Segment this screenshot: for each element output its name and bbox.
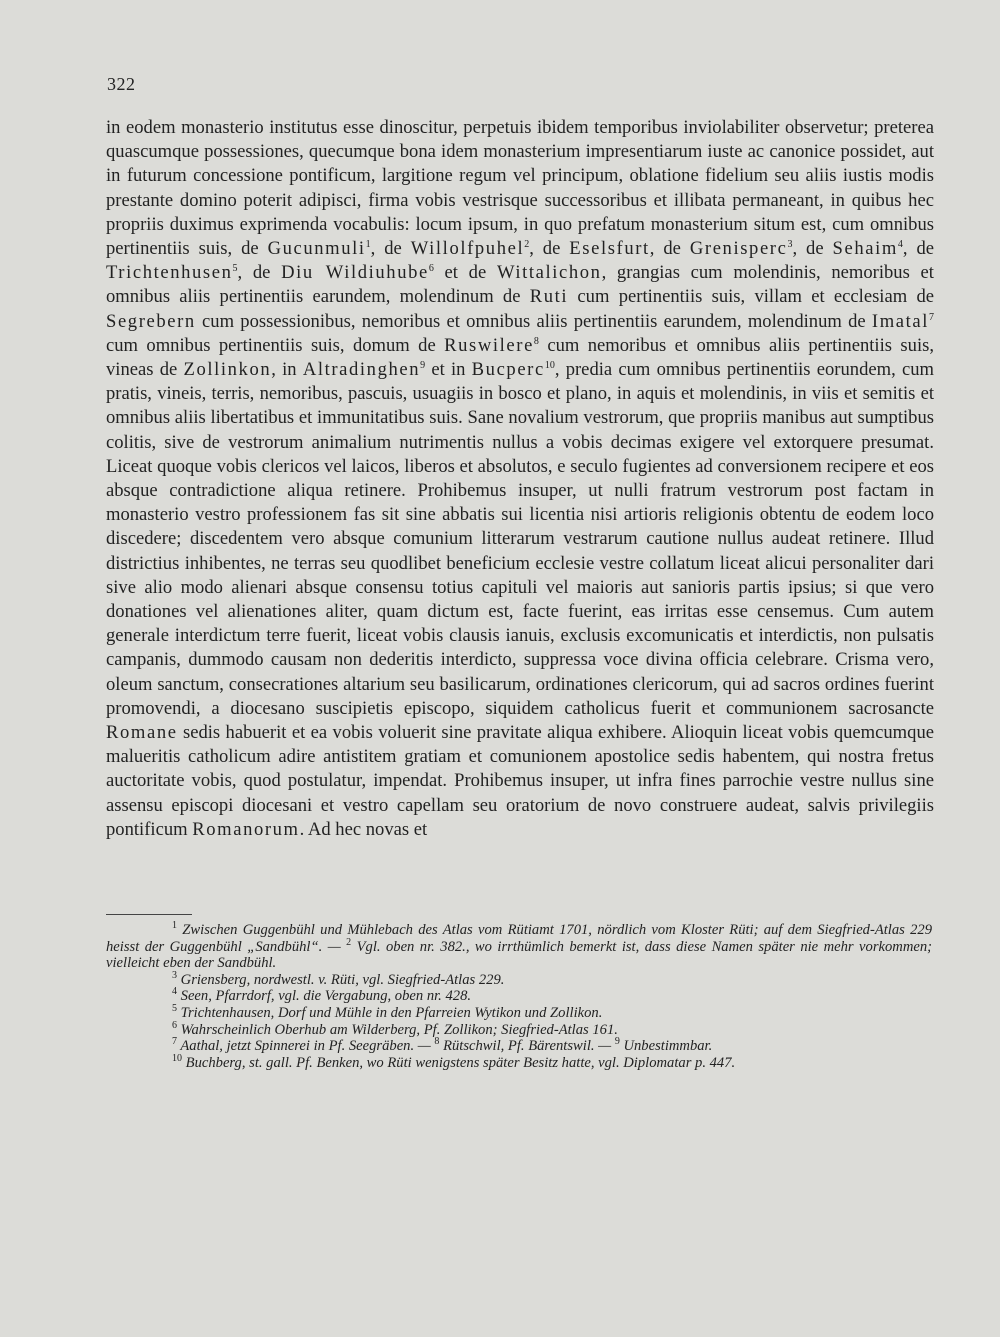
place-name: Diu Wildiuhube [281,262,429,284]
footnote-text: Aathal, jetzt Spinnerei in Pf. Seegräben. — [180,1038,435,1055]
text-segment: sedis habuerit et ea vobis voluerit sine pravitate aliqua exhibere. Alioquin liceat vobis quemcumque malueritis catholicum adire antistitem gratiam et comunionem apostolice sedis habentem, qui nostra fretus auctoritate vobis, quod postulatur, impendat. Prohibemus insuper, ut infra fines parrochie vestre nullus sine assensu episcopi diocesani et vestro capellam seu oratorium de novo construere audeat, salvis privilegiis pontificum [106,722,934,840]
footnote-text: Wahrscheinlich Oberhub am Wilderberg, Pf. Zollikon; Siegfried-Atlas 161. [180,1021,618,1038]
place-name: Bucperc [471,359,545,381]
place-name: Gucunmuli [267,238,366,260]
footnote-text: Unbestimmbar. [623,1038,713,1055]
footnote [106,1005,932,1022]
place-name: Eselsfurt [569,238,650,260]
footnote-number: 6 [172,1019,177,1031]
place-name: Ruti [529,286,569,308]
footnote-number: 4 [172,986,177,998]
footnote [106,922,932,972]
footnote-marker: 6 [428,263,434,275]
footnote-number: 9 [614,1036,620,1048]
footnote [106,988,932,1005]
footnote-marker: 9 [420,359,426,371]
footnote-text: Vgl. oben nr. 382., wo irrthümlich bemerkt ist, dass diese Namen später nie mehr vorkommen; vielleicht eben der Sandbühl. [106,938,932,972]
footnote [106,1038,932,1055]
text-segment: in eodem monasterio institutus esse dinoscitur, perpetuis ibidem temporibus inviolabiliter observetur; preterea quascumque possessiones, quecumque bona idem monasterium impresentiarum iuste ac canonice possidet, aut in futurum concessione pontificum, largitione regum vel principum, oblatione fidelium seu aliis iustis modis prestante domino poterit adipisci, firma vobis vestrisque successoribus et illibata permaneant, in quibus hec propriis duximus exprimenda vocabulis: locum ipsum, in quo prefatum monasterium situm est, cum omnibus pertinentiis suis, de [106,117,934,260]
footnote-text: Seen, Pfarrdorf, vgl. die Vergabung, oben nr. 428. [180,988,472,1005]
place-name: Imatal [871,310,929,332]
charter-paragraph [106,116,934,842]
text-segment: , de [370,238,411,260]
place-name: Willolfpuhel [410,238,525,260]
footnote-text: Griensberg, nordwestl. v. Rüti, vgl. Siegfried-Atlas 229. [180,971,505,988]
charter-text [106,116,934,842]
footnote-marker: 2 [524,238,530,250]
place-name: Zollinkon [183,359,272,381]
text-segment: , in [271,359,303,381]
footnote-number: 3 [172,969,177,981]
footnote-number: 10 [172,1052,182,1064]
footnote-marker: 5 [232,263,238,275]
footnote-text: Buchberg, st. gall. Pf. Benken, wo Rüti wenigstens später Besitz hatte, vgl. Diplomatar p. 447. [185,1054,736,1071]
footnote-text: Zwischen Guggenbühl und Mühlebach des Atlas vom Rütiamt 1701, nördlich vom Kloster Rüti; auf dem Siegfried-Atlas 229 heisst der Guggenbühl „Sandbühl“. — [106,922,933,955]
place-name: Trichtenhusen [106,262,233,284]
footnote-text: Rütschwil, Pf. Bärentswil. — [443,1038,615,1055]
footnote [106,1019,932,1039]
place-name: Wittalichon [496,262,602,284]
text-segment: , de [649,238,690,260]
emphasized-word: Romanorum [192,818,300,840]
place-name: Ruswilere [444,334,534,356]
text-segment: et in [425,359,472,381]
footnote-marker: 4 [897,238,903,250]
text-segment: , de [529,238,570,260]
text-segment: , predia cum omnibus pertinentiis eorundem, cum pratis, vineis, terris, nemoribus, pascuis, usuagiis in bosco et plano, in aquis et molendinis, in viis et semitis et omnibus aliis libertatibus et immunitatibus suis. Sane novalium vestrorum, que propriis manibus aut sumptibus colitis, sive de vestrorum animalium nutrimentis nullus a vobis decimas exigere vel extorquere presumat. Liceat quoque vobis clericos vel laicos, liberos et absolutos, e seculo fugientes ad conversionem recipere et eos absque contradictione aliqua retinere. Prohibemus insuper, ut nulli fratrum vestrorum post factam in monasterio vestro professionem fas sit sine abbatis sui licentia nisi artioris religionis obtentu de eodem loco discedere; discedentem vero absque comunium litterarum vestrarum cautione nullus audeat retinere. Illud districtius inhibentes, ne terras seu quodlibet beneficium ecclesie vestre collatum liceat alicui personaliter dari sive alio modo alienari absque consensu totius capituli vel maioris aut sanioris partis ipsius; si que vero donationes vel alienationes aliter, quam dictum est, facte fuerint, eas irritas esse censemus. Cum autem generale interdictum terre fuerit, liceat vobis clausis ianuis, exclusis excomunicatis et interdictis, non pulsatis campanis, dummodo causam non dederitis interdicto, suppressa voce divina officia celebrare. Crisma vero, oleum sanctum, consecrationes altarium seu basilicarum, ordinationes clericorum, qui ad sacros ordines fuerint promovendi, a diocesano suscipietis episcopo, siquidem catholicus fuerit et communionem sacrosancte [106,359,934,719]
footnote-marker: 8 [533,335,539,347]
footnote-number: 5 [172,1003,177,1015]
text-segment: cum possessionibus, nemoribus et omnibus aliis pertinentiis earundem, molendinum de [195,310,872,332]
footnote-number: 1 [172,920,177,932]
text-segment: , de [237,262,282,284]
footnote-number: 8 [434,1036,440,1048]
text-segment: cum nemoribus et omnibus aliis pertinentiis suis, vineas de [106,334,934,381]
text-segment: cum pertinentiis suis, villam et ecclesiam de [568,286,934,308]
text-segment: , de [902,238,935,260]
footnote-marker: 10 [544,359,555,371]
text-segment: et de [433,262,497,284]
footnote [106,969,932,989]
text-segment: . Ad hec novas et [299,818,428,840]
footnotes [106,922,932,1071]
footnote-divider [106,914,192,915]
footnote-marker: 7 [929,311,934,323]
footnote-number: 7 [172,1036,177,1048]
place-name: Altradinghen [302,359,421,381]
footnote [106,1052,932,1072]
text-segment: , de [792,238,833,260]
text-segment: cum omnibus pertinentiis suis, domum de [106,334,445,356]
page-number: 322 [107,74,136,94]
footnote-number: 2 [346,936,352,948]
footnote-marker: 3 [787,238,793,250]
place-name: Grenisperc [689,238,788,260]
place-name: Segrebern [106,310,196,332]
text-segment: , grangias cum molendinis, nemoribus et omnibus aliis pertinentiis earundem, molendinum de [106,262,934,308]
footnote-marker: 1 [365,238,371,250]
emphasized-word: Romane [106,722,178,744]
footnote-text: Trichtenhausen, Dorf und Mühle in den Pfarreien Wytikon und Zollikon. [180,1004,603,1021]
place-name: Sehaim [832,238,898,260]
